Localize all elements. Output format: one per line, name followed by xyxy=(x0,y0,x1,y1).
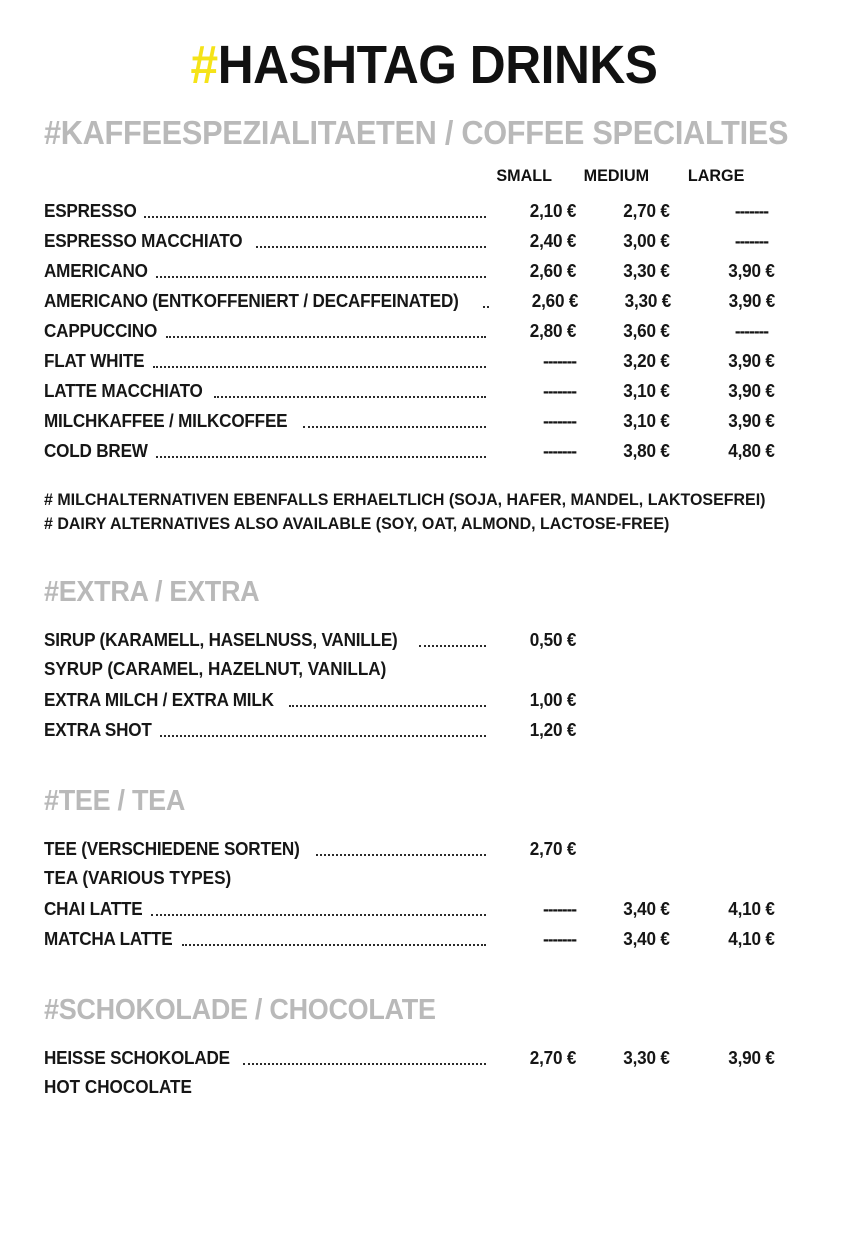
menu-row xyxy=(44,226,804,256)
item-price-medium: 3,30 € xyxy=(625,291,672,311)
item-price-large: 3,90 € xyxy=(728,261,775,281)
item-price-large: 3,90 € xyxy=(728,291,776,311)
item-name: EXTRA MILCH / EXTRA MILK xyxy=(44,690,274,710)
menu-page xyxy=(0,34,848,1234)
title-hash: # xyxy=(190,35,218,95)
menu-row xyxy=(44,376,804,406)
page-title xyxy=(74,34,773,96)
menu-row xyxy=(44,196,804,226)
item-name: SIRUP (KARAMELL, HASELNUSS, VANILLE) xyxy=(44,630,398,650)
item-price-small: ------- xyxy=(542,929,577,949)
leader-dots xyxy=(243,1062,486,1065)
item-price-large: 3,90 € xyxy=(728,381,775,401)
menu-row xyxy=(44,924,804,954)
item-price-small: 1,20 € xyxy=(529,720,577,740)
menu-row xyxy=(44,406,804,436)
leader-dots xyxy=(151,913,486,916)
item-price-small: 2,40 € xyxy=(529,231,577,251)
item-price-medium: 3,60 € xyxy=(623,321,670,341)
item-price-medium: 3,80 € xyxy=(623,441,670,461)
menu-row xyxy=(44,894,804,924)
column-header-spacer xyxy=(44,166,482,186)
item-name: LATTE MACCHIATO xyxy=(44,381,203,401)
item-price-medium: 3,10 € xyxy=(623,411,670,431)
item-price-small: 2,10 € xyxy=(529,201,577,221)
item-price-large: 4,80 € xyxy=(728,441,775,461)
menu-row xyxy=(44,1043,804,1073)
item-price-large: ------- xyxy=(734,201,769,221)
item-price-medium: 3,30 € xyxy=(623,261,670,281)
leader-dots xyxy=(289,704,486,707)
menu-row xyxy=(44,715,804,745)
item-price-medium: 3,30 € xyxy=(623,1048,670,1068)
column-headers xyxy=(44,166,766,186)
column-header-medium: MEDIUM xyxy=(583,166,650,185)
leader-dots xyxy=(483,305,489,308)
item-price-large: 4,10 € xyxy=(728,929,775,949)
leader-dots xyxy=(153,365,486,368)
menu-row xyxy=(44,346,804,376)
leader-dots xyxy=(166,335,486,338)
item-price-small: ------- xyxy=(542,351,577,371)
item-name: CHAI LATTE xyxy=(44,899,143,919)
item-price-small: 2,70 € xyxy=(529,1048,577,1068)
section-heading-chocolate: #SCHOKOLADE / CHOCOLATE xyxy=(44,994,436,1026)
leader-dots xyxy=(156,455,486,458)
title-word: HASHTAG DRINKS xyxy=(217,35,658,95)
leader-dots xyxy=(156,275,486,278)
section-heading-tea: #TEE / TEA xyxy=(44,785,186,817)
item-price-small: 2,80 € xyxy=(529,321,577,341)
item-price-medium: 2,70 € xyxy=(623,201,670,221)
item-subline: TEA (VARIOUS TYPES) xyxy=(44,868,232,888)
item-subline: HOT CHOCOLATE xyxy=(44,1077,192,1097)
leader-dots xyxy=(144,215,486,218)
tea-items xyxy=(44,834,804,954)
item-price-large: ------- xyxy=(734,231,769,251)
section-heading-coffee: #KAFFEESPEZIALITAETEN / COFFEE SPECIALTIES xyxy=(44,114,789,151)
leader-dots xyxy=(160,734,486,737)
chocolate-items xyxy=(44,1043,804,1101)
section-heading-extra: #EXTRA / EXTRA xyxy=(44,576,260,608)
item-price-small: 2,60 € xyxy=(529,261,577,281)
dairy-alternatives-note xyxy=(44,488,804,536)
item-price-large: 4,10 € xyxy=(728,899,775,919)
menu-row xyxy=(44,316,804,346)
item-name: FLAT WHITE xyxy=(44,351,145,371)
item-price-large: 3,90 € xyxy=(728,1048,775,1068)
item-name: MATCHA LATTE xyxy=(44,929,173,949)
column-header-small: SMALL xyxy=(496,166,553,185)
item-price-small: 2,70 € xyxy=(529,839,577,859)
item-price-small: ------- xyxy=(542,381,577,401)
menu-row xyxy=(44,256,804,286)
menu-row xyxy=(44,834,804,864)
item-price-small: 0,50 € xyxy=(529,630,577,650)
item-price-medium: 3,00 € xyxy=(623,231,670,251)
item-name: TEE (VERSCHIEDENE SORTEN) xyxy=(44,839,300,859)
item-price-medium: 3,40 € xyxy=(623,899,670,919)
item-price-large: 3,90 € xyxy=(728,411,775,431)
item-name: CAPPUCCINO xyxy=(44,321,158,341)
leader-dots xyxy=(316,853,486,856)
item-subline: SYRUP (CARAMEL, HAZELNUT, VANILLA) xyxy=(44,659,387,679)
item-price-small: ------- xyxy=(542,411,577,431)
note-line-en: # DAIRY ALTERNATIVES ALSO AVAILABLE (SOY, OAT, ALMOND, LACTOSE-FREE) xyxy=(44,514,670,533)
item-name: COLD BREW xyxy=(44,441,148,461)
item-price-small: 1,00 € xyxy=(529,690,577,710)
leader-dots xyxy=(303,425,486,428)
item-name: HEISSE SCHOKOLADE xyxy=(44,1048,230,1068)
item-name: AMERICANO xyxy=(44,261,148,281)
leader-dots xyxy=(182,943,486,946)
item-price-medium: 3,10 € xyxy=(623,381,670,401)
menu-row xyxy=(44,286,804,316)
extra-items xyxy=(44,625,804,745)
item-name: MILCHKAFFEE / MILKCOFFEE xyxy=(44,411,288,431)
coffee-items xyxy=(44,196,804,466)
menu-row xyxy=(44,436,804,466)
item-price-medium: 3,40 € xyxy=(623,929,670,949)
leader-dots xyxy=(214,395,486,398)
menu-row xyxy=(44,685,804,715)
item-name: EXTRA SHOT xyxy=(44,720,152,740)
leader-dots xyxy=(256,245,486,248)
leader-dots xyxy=(419,644,486,647)
item-price-large: ------- xyxy=(734,321,769,341)
item-price-small: ------- xyxy=(542,441,577,461)
item-price-medium: 3,20 € xyxy=(623,351,670,371)
note-line-de: # MILCHALTERNATIVEN EBENFALLS ERHAELTLICH (SOJA, HAFER, MANDEL, LAKTOSEFREI) xyxy=(44,490,766,509)
item-price-small: ------- xyxy=(542,899,577,919)
column-header-large: LARGE xyxy=(687,166,745,185)
item-price-large: 3,90 € xyxy=(728,351,775,371)
item-name: AMERICANO (ENTKOFFENIERT / DECAFFEINATED) xyxy=(44,291,459,311)
item-price-small: 2,60 € xyxy=(532,291,579,311)
item-name: ESPRESSO xyxy=(44,201,137,221)
item-name: ESPRESSO MACCHIATO xyxy=(44,231,243,251)
menu-row xyxy=(44,625,804,655)
